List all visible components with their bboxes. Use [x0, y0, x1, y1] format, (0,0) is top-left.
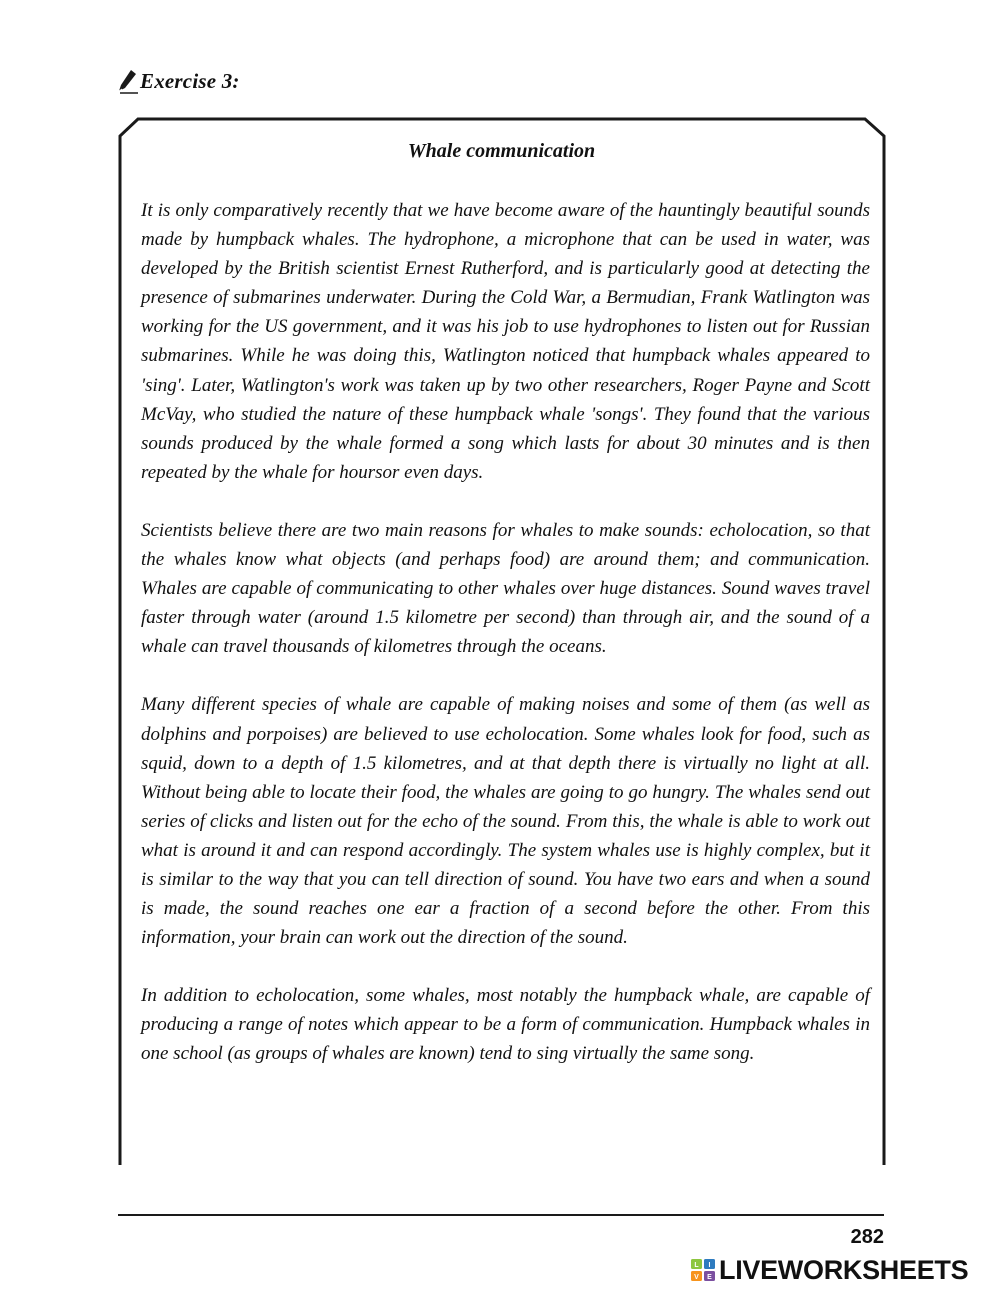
- svg-text:L: L: [694, 1262, 699, 1269]
- liveworksheets-brand[interactable]: [690, 1255, 968, 1285]
- paragraph-4: In addition to echolocation, some whales, most notably the humpback whale, are capable of producing a range of notes which appear to be a form of communication. Humpback whales in one school (as groups of whales are known) tend to sing virtually the same song.: [141, 985, 870, 1065]
- page-number: 282: [850, 1226, 884, 1248]
- svg-text:I: I: [708, 1262, 711, 1269]
- svg-text:V: V: [694, 1274, 699, 1281]
- passage-body: [141, 196, 870, 1098]
- liveworksheets-logo-icon: [690, 1256, 718, 1284]
- passage-title: Whale communication: [407, 140, 596, 162]
- paragraph-3: Many different species of whale are capable of making noises and some of them (as well as dolphins and porpoises) are believed to use echolocation. Some whales look for food, such as squid, down to a depth of 1.5 kilometres, and at that depth there is virtually no light at all. Without being able to locate their food, the whales are going to go hungry. The whales send out series of clicks and listen out for the echo of the sound. From this, the whale is able to work out what is around it and can respond accordingly. The system whales use is highly complex, but it is similar to the way that you can tell direction of sound. You have two ears and when a sound is made, the sound reaches one ear a fraction of a second before the other. From this information, your brain can work out the direction of the sound.: [141, 694, 870, 949]
- exercise-title: Exercise 3:: [140, 68, 240, 93]
- paragraph-1: It is only comparatively recently that we have become aware of the hauntingly beautiful sounds made by humpback whales. The hydrophone, a microphone that can be used in water, was developed by the British scientist Ernest Rutherford, and is particularly good at detecting the presence of submarines underwater. During the Cold War, a Bermudian, Frank Watlington was working for the US government, and it was his job to use hydrophones to listen out for Russian submarines. While he was doing this, Watlington noticed that humpback whales appeared to 'sing'. Later, Watlington's work was taken up by two other researchers, Roger Payne and Scott McVay, who studied the nature of these humpback whale 'songs'. They found that the various sounds produced by the whale formed a song which lasts for about 30 minutes and is then repeated by the whale for hoursor even days.: [141, 200, 870, 483]
- brand-name: LIVEWORKSHEETS: [719, 1255, 969, 1285]
- paragraph-2: Scientists believe there are two main reasons for whales to make sounds: echolocation, so that the whales know what objects (and perhaps food) are around them; and communication. Whales are capable of communicating to other whales over huge distances. Sound waves travel faster through water (around 1.5 kilometre per second) than through air, and the sound of a whale can travel thousands of kilometres through the oceans.: [141, 519, 870, 658]
- footer-divider: [118, 1214, 884, 1216]
- svg-text:E: E: [707, 1274, 712, 1281]
